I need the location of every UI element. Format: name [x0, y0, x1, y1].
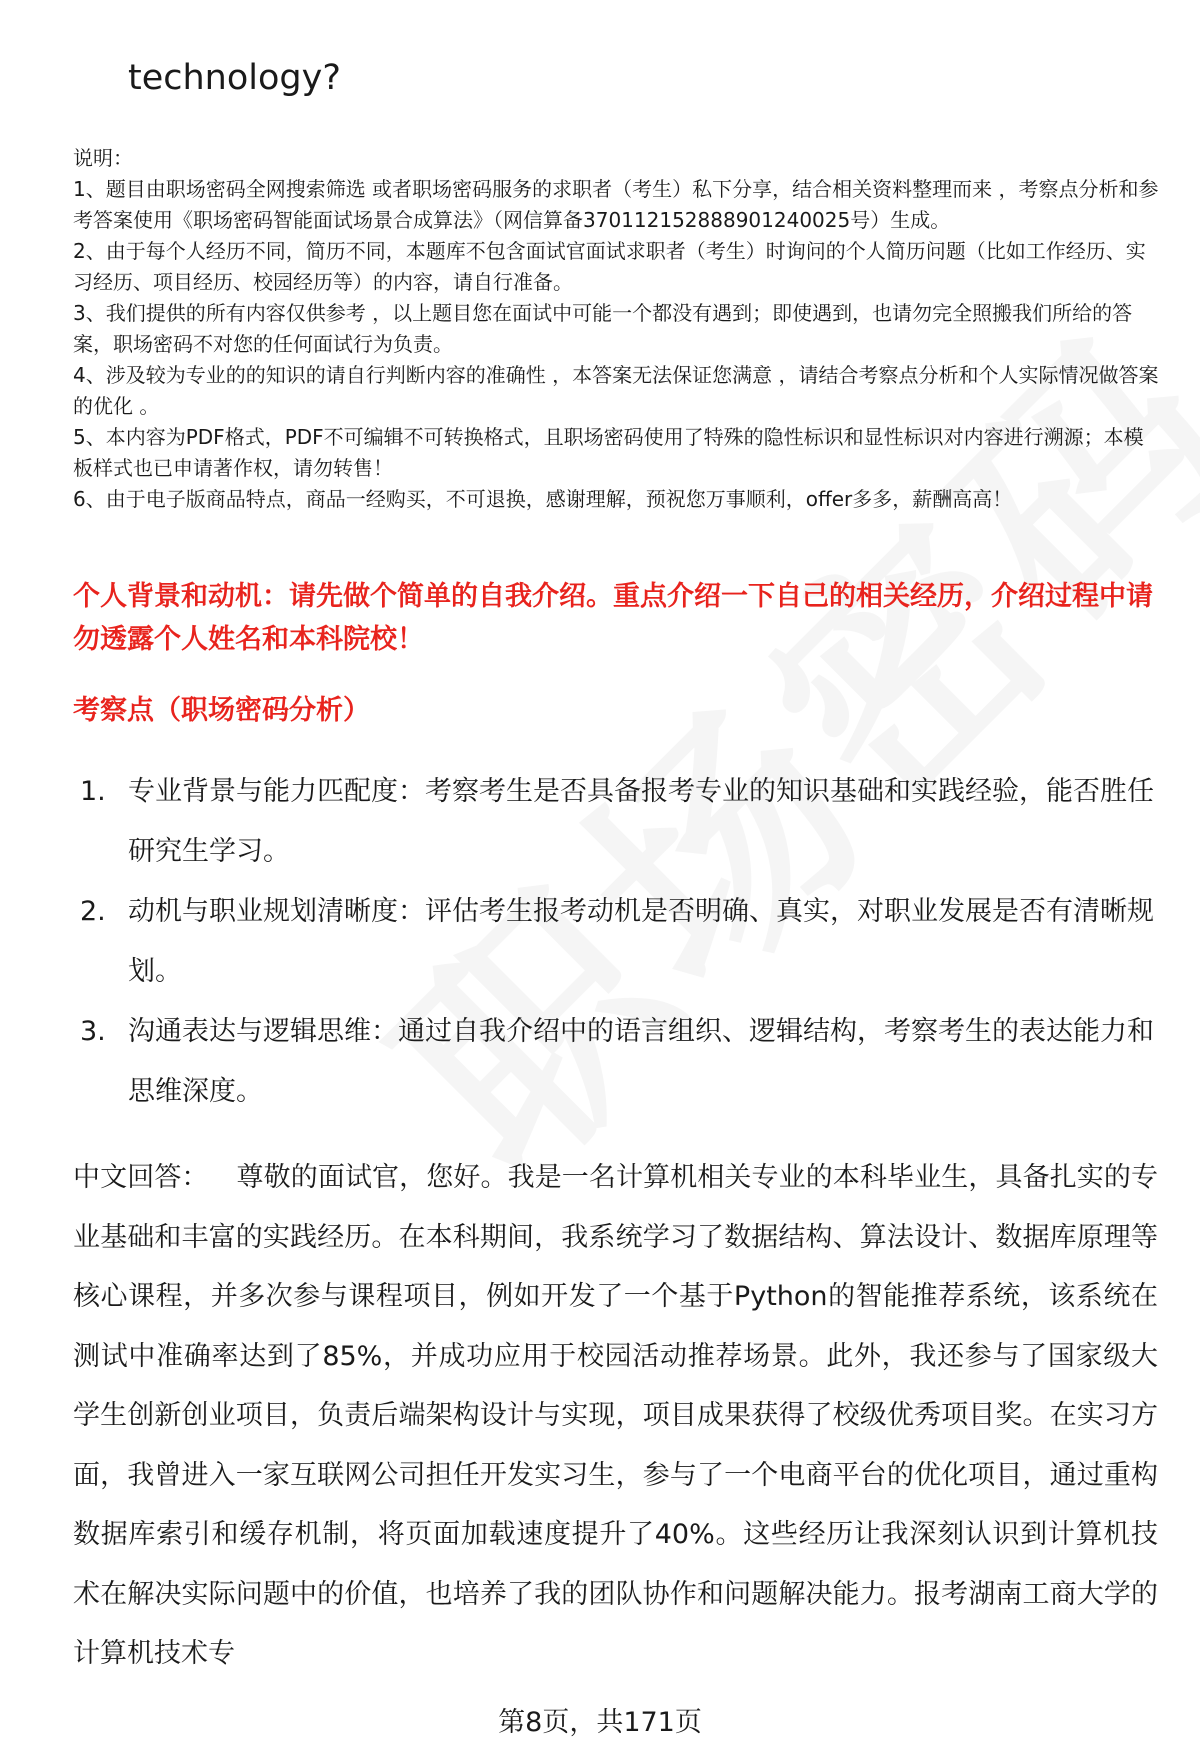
point-number: 2. — [80, 896, 106, 927]
analysis-points — [80, 762, 1160, 1122]
note-item: 3、我们提供的所有内容仅供参考 ，以上题目您在面试中可能一个都没有遇到；即使遇到，也请勿完全照搬我们所给的答案，职场密码不对您的任何面试行为负责。 — [73, 301, 1133, 356]
point-text: 动机与职业规划清晰度：评估考生报考动机是否明确、真实，对职业发展是否有清晰规划。 — [128, 896, 1154, 987]
note-item: 2、由于每个人经历不同，简历不同，本题库不包含面试官面试求职者（考生）时询问的个人简历问题（比如工作经历、实习经历、项目经历、校园经历等）的内容，请自行准备。 — [73, 239, 1146, 294]
continued-question-text: technology? — [128, 58, 341, 98]
point-text: 专业背景与能力匹配度：考察考生是否具备报考专业的知识基础和实践经验，能否胜任研究生学习。 — [128, 776, 1154, 867]
analysis-point — [80, 1002, 1160, 1122]
page-number: 第8页，共171页 — [498, 1707, 702, 1738]
note-item: 4、涉及较为专业的的知识的请自行判断内容的准确性 ，本答案无法保证您满意 ，请结合考察点分析和个人实际情况做答案的优化 。 — [73, 363, 1159, 418]
interview-question: 个人背景和动机：请先做个简单的自我介绍。重点介绍一下自己的相关经历，介绍过程中请勿透露个人姓名和本科院校！ — [73, 581, 1153, 655]
point-number: 1. — [80, 776, 106, 807]
notes-heading: 说明： — [73, 146, 133, 170]
notes-block — [73, 143, 1163, 515]
point-number: 3. — [80, 1016, 106, 1047]
note-item: 5、本内容为PDF格式，PDF不可编辑不可转换格式，且职场密码使用了特殊的隐性标识和显性标识对内容进行溯源；本模板样式也已申请著作权，请勿转售！ — [73, 425, 1144, 480]
analysis-title: 考察点（职场密码分析） — [73, 695, 370, 726]
answer-text: 尊敬的面试官，您好。我是一名计算机相关专业的本科毕业生，具备扎实的专业基础和丰富的实践经历。在本科期间，我系统学习了数据结构、算法设计、数据库原理等核心课程，并多次参与课程项目，例如开发了一个基于Python的智能推荐系统，该系统在测试中准确率达到了85%，并成功应用于校园活动推荐场景。此外，我还参与了国家级大学生创新创业项目，负责后端架构设计与实现，项目成果获得了校级优秀项目奖。在实习方面，我曾进入一家互联网公司担任开发实习生，参与了一个电商平台的优化项目，通过重构数据库索引和缓存机制，将页面加载速度提升了40%。这些经历让我深刻认识到计算机技术在解决实际问题中的价值，也培养了我的团队协作和问题解决能力。报考湖南工商大学的计算机技术专 — [73, 1162, 1159, 1669]
note-item: 1、题目由职场密码全网搜索筛选 或者职场密码服务的求职者（考生）私下分享，结合相关资料整理而来 ，考察点分析和参考答案使用《职场密码智能面试场景合成算法》（网信算备370112152888901240025号）生成。 — [73, 177, 1159, 232]
answer-label: 中文回答： — [73, 1162, 209, 1193]
answer-block — [73, 1148, 1158, 1684]
analysis-point — [80, 762, 1160, 882]
analysis-point — [80, 882, 1160, 1002]
point-text: 沟通表达与逻辑思维：通过自我介绍中的语言组织、逻辑结构，考察考生的表达能力和思维深度。 — [128, 1016, 1154, 1107]
note-item: 6、由于电子版商品特点，商品一经购买，不可退换，感谢理解，预祝您万事顺利，offer多多，薪酬高高！ — [73, 487, 1013, 511]
